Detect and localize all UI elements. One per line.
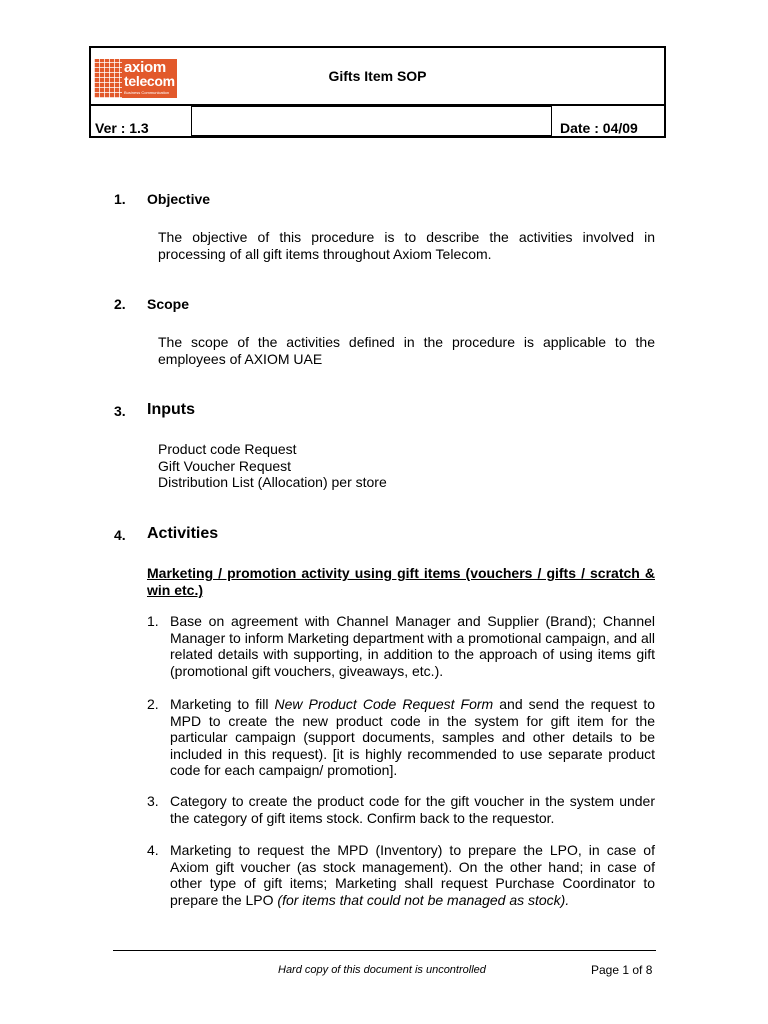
step-4-number: 4. (147, 842, 159, 858)
document-header-table (89, 46, 666, 138)
logo-text-axiom: axiom (124, 59, 166, 76)
footer-note: Hard copy of this document is uncontrolled (278, 964, 486, 976)
step-2-text-pre: Marketing to fill (170, 696, 275, 712)
input-item: Distribution List (Allocation) per store (158, 474, 387, 490)
step-4-text-pre: Marketing to request the MPD (Inventory) to prepare the LPO, in case of Axiom gift voucher (as stock management). On the other hand; in case of other type of gift items; Marketing shall request Purchase Coordinator to prepare the LPO (170, 842, 655, 908)
section-4-title: Activities (147, 525, 219, 542)
section-2-text: The scope of the activities defined in the procedure is applicable to the employees of AXIOM UAE (158, 334, 655, 367)
section-4-number: 4. (114, 527, 126, 543)
step-4-text-italic: (for items that could not be managed as stock). (277, 891, 570, 908)
section-1-number: 1. (114, 191, 126, 207)
step-3-number: 3. (147, 793, 159, 809)
section-3-title: Inputs (147, 401, 195, 418)
logo-text-telecom: telecom (124, 73, 175, 89)
inputs-list (158, 441, 655, 491)
document-title: Gifts Item SOP (328, 68, 427, 84)
date-label: Date : 04/09 (560, 120, 638, 136)
section-2-title: Scope (147, 296, 190, 312)
input-item: Product code Request (158, 441, 297, 457)
step-2-form-name: New Product Code Request Form (274, 696, 494, 712)
step-2-number: 2. (147, 696, 159, 712)
input-item: Gift Voucher Request (158, 457, 292, 474)
section-3-number: 3. (114, 403, 126, 419)
step-2-text-post: and send the request to MPD to create the new product code in the system for gift item for the particular campaign (support documents, samples and other details to be included in this request). [it is highly recommended to use separate product code for each campaign/ promotion]. (170, 696, 655, 778)
section-1-title: Objective (147, 191, 211, 207)
section-1-text: The objective of this procedure is to describe the activities involved in processing of all gift items throughout Axiom Telecom. (158, 229, 655, 262)
step-3-text: Category to create the product code for the gift voucher in the system under the category of gift items stock. Confirm back to the requestor. (170, 793, 655, 826)
logo-tagline: Business Communication (124, 90, 170, 95)
activities-subheading: Marketing / promotion activity using gift items (vouchers / gifts / scratch & win etc.) (147, 565, 655, 598)
version-label: Ver : 1.3 (95, 120, 149, 136)
header-top-row (91, 48, 664, 106)
step-2-text (170, 696, 655, 779)
header-empty-cell (191, 106, 552, 136)
step-4-text (170, 842, 655, 908)
section-2-number: 2. (114, 296, 126, 312)
step-1-number: 1. (147, 613, 159, 629)
footer-divider (113, 950, 656, 951)
header-bottom-row (91, 104, 664, 136)
step-1-text: Base on agreement with Channel Manager and Supplier (Brand); Channel Manager to inform Marketing department with a promotional campaign, and all related details with supporting, in addition to the approach of using items gift (promotional gift vouchers, giveaways, etc.). (170, 613, 655, 679)
page-number: Page 1 of 8 (591, 963, 653, 977)
